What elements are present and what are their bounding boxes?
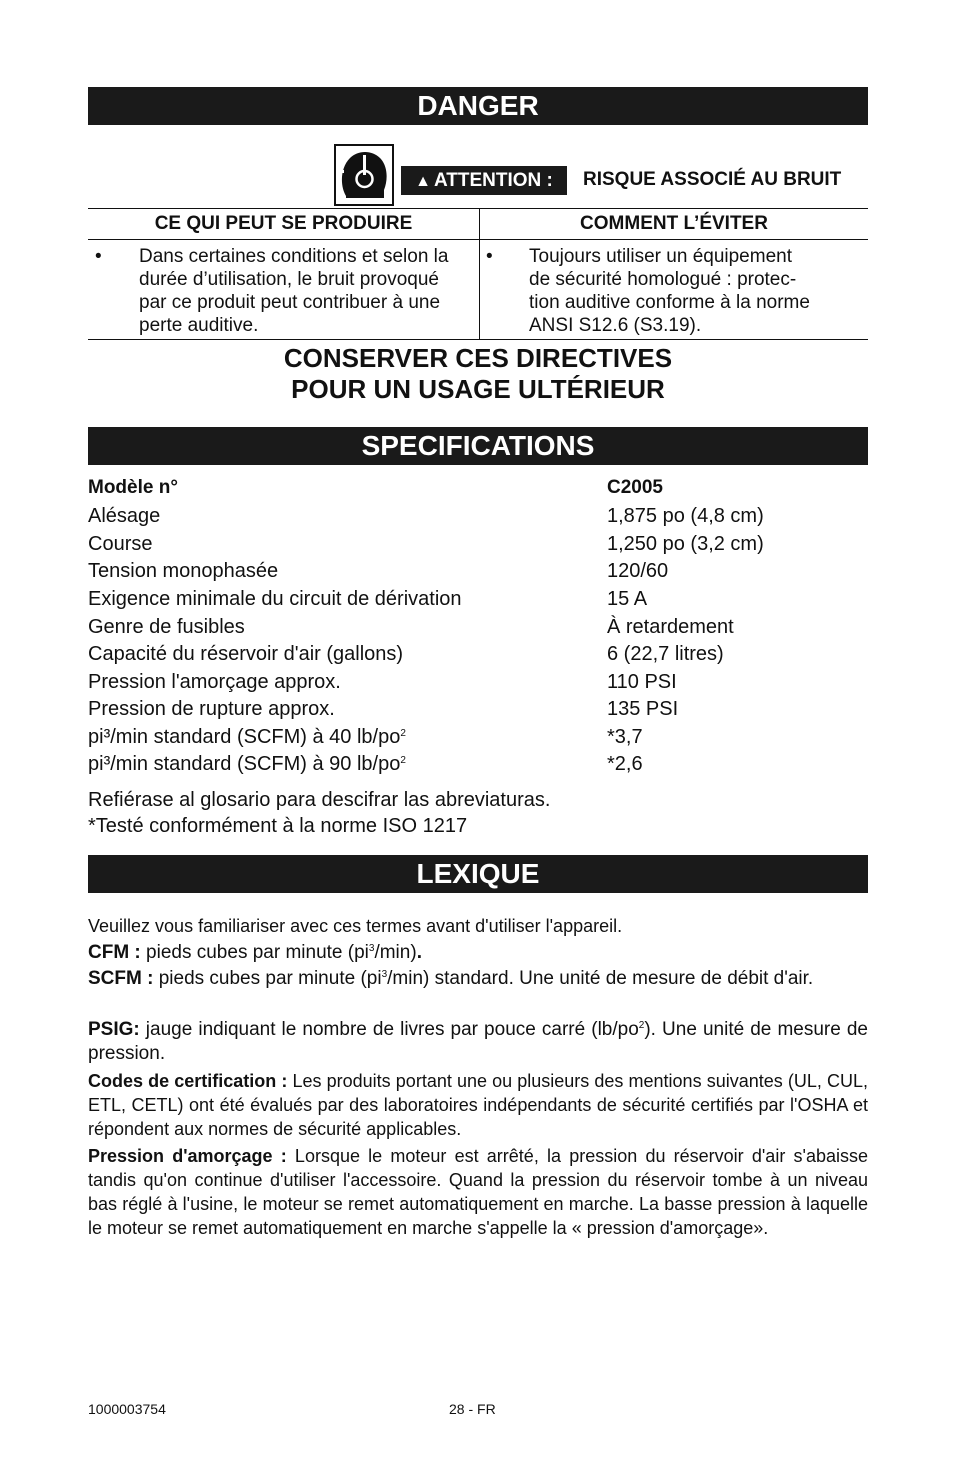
lexique-heading: LEXIQUE (88, 855, 868, 893)
spec-row (88, 614, 868, 641)
definition: pieds cubes par minute (pi (140, 942, 369, 963)
superscript: 2 (638, 1020, 645, 1031)
danger-heading: DANGER (88, 87, 868, 125)
hazard-prevention-text (529, 245, 868, 337)
prevention-line: de sécurité homologué : protec- (529, 269, 797, 290)
abbreviation-note: Refiérase al glosario para descifrar las abreviaturas. (88, 789, 551, 811)
spec-value: *2,6 (607, 753, 643, 775)
superscript: 3 (381, 969, 388, 980)
attention-label (401, 166, 567, 195)
spec-row (88, 724, 868, 751)
ear-protection-icon (334, 144, 394, 206)
definition: Lorsque le moteur est arrêté, la pression du réservoir d'air s'abaisse tandis qu'on continue d'utiliser l'accessoire. Quand la pression du réservoir tombe à un niveau bas réglé à l'usine, le moteur se remet automatiquement en marche. La basse pression à laquelle le moteur se remet automatiquement en marche s'appelle la « pression d'amorçage». (88, 1146, 868, 1238)
save-instructions-line: CONSERVER CES DIRECTIVES (283, 343, 673, 373)
spec-label (88, 751, 406, 778)
prevention-line: tion auditive conforme à la norme (529, 292, 810, 313)
spec-row (88, 696, 868, 723)
specifications-heading: SPECIFICATIONS (88, 427, 868, 465)
spec-row (88, 641, 868, 668)
spec-row (88, 558, 868, 585)
attention-text: ATTENTION : (433, 170, 553, 191)
save-instructions-heading (88, 343, 868, 405)
spec-value: À retardement (607, 616, 734, 638)
col-what-can-happen-header: CE QUI PEUT SE PRODUIRE (154, 213, 413, 234)
term: Pression d'amorçage : (88, 1146, 287, 1166)
spec-label: Tension monophasée (88, 560, 279, 582)
spec-value: *3,7 (607, 726, 643, 748)
lexique-entry-cfm (88, 941, 868, 965)
period: . (416, 942, 422, 963)
term: PSIG: (88, 1019, 140, 1040)
prevention-line: ANSI S12.6 (S3.19). (529, 315, 702, 336)
risk-line: perte auditive. (139, 315, 259, 336)
spec-row (88, 586, 868, 613)
spec-label: Pression l'amorçage approx. (88, 671, 341, 693)
col-how-to-prevent-header: COMMENT L’ÉVITER (580, 213, 768, 234)
spec-label: Pression de rupture approx. (88, 698, 335, 720)
risk-line: Dans certaines conditions et selon la (139, 246, 449, 267)
spec-label: Course (88, 533, 153, 555)
document-number: 1000003754 (88, 1401, 166, 1417)
page-number: 28 - FR (449, 1401, 496, 1417)
iso-test-note: *Testé conformément à la norme ISO 1217 (88, 815, 468, 837)
hazard-table (88, 208, 868, 340)
spec-label: Genre de fusibles (88, 616, 245, 638)
risk-line: durée d’utilisation, le bruit provoqué (139, 269, 439, 290)
spec-row (88, 669, 868, 696)
risk-line: par ce produit peut contribuer à une (139, 292, 441, 313)
lexique-entry-certification-codes (88, 1069, 868, 1141)
spec-label: Exigence minimale du circuit de dérivation (88, 588, 462, 610)
spec-value: 1,250 po (3,2 cm) (607, 533, 764, 555)
lexique-entry-cut-in-pressure (88, 1144, 868, 1240)
spec-row (88, 531, 868, 558)
table-top-rule (88, 208, 868, 209)
spec-value: 1,875 po (4,8 cm) (607, 505, 764, 527)
definition: jauge indiquant le nombre de livres par pouce carré (lb/po (139, 1019, 639, 1040)
superscript: 3 (368, 943, 375, 954)
spec-value: 120/60 (607, 560, 669, 582)
spec-row-model (88, 474, 868, 501)
spec-value: 110 PSI (607, 671, 677, 693)
lexique-intro: Veuillez vous familiariser avec ces termes avant d'utiliser l'appareil. (88, 916, 623, 936)
hazard-title: RISQUE ASSOCIÉ AU BRUIT (583, 169, 842, 190)
table-bottom-rule (88, 339, 868, 340)
spec-label: Alésage (88, 505, 161, 527)
spec-label: Capacité du réservoir d'air (gallons) (88, 643, 404, 665)
hazard-risk-text (139, 245, 479, 337)
definition: /min) (374, 942, 417, 963)
definition: /min) standard. Une unité de mesure de débit d'air. (387, 968, 814, 989)
definition: pieds cubes par minute (pi (153, 968, 382, 989)
bullet: • (95, 246, 102, 267)
term: CFM : (88, 942, 141, 963)
spec-label-text: pi³/min standard (SCFM) à 90 lb/po (88, 753, 401, 775)
bullet: • (486, 246, 493, 267)
spec-label-text: pi³/min standard (SCFM) à 40 lb/po (88, 726, 401, 748)
definition: Les produits portant une ou plusieurs des mentions suivantes (UL, CUL, ETL, CETL) ont été évalués par des laboratoires indépendants de sécurité certifiés par l'OSHA et répondent aux normes de sécurité applicables. (88, 1071, 868, 1139)
term: Codes de certification : (88, 1071, 288, 1091)
prevention-line: Toujours utiliser un équipement (529, 246, 792, 267)
spec-row (88, 503, 868, 530)
lexique-entry-psig (88, 1018, 868, 1066)
lexique-entry-scfm (88, 967, 868, 991)
warning-triangle-icon: ▲ (415, 173, 431, 190)
definition: ). Une unité de mesure de pression. (88, 1019, 869, 1064)
superscript: 2 (400, 755, 406, 766)
spec-value: 6 (22,7 litres) (607, 643, 724, 665)
table-header-rule (88, 239, 868, 240)
spec-label (88, 724, 406, 751)
spec-value: 135 PSI (607, 698, 679, 720)
superscript: 2 (400, 728, 406, 739)
save-instructions-line: POUR UN USAGE ULTÉRIEUR (291, 374, 665, 404)
spec-value: 15 A (607, 588, 648, 610)
term: SCFM : (88, 968, 154, 989)
spec-row (88, 751, 868, 778)
spec-label: Modèle n° (88, 477, 178, 498)
spec-value: C2005 (607, 477, 663, 498)
